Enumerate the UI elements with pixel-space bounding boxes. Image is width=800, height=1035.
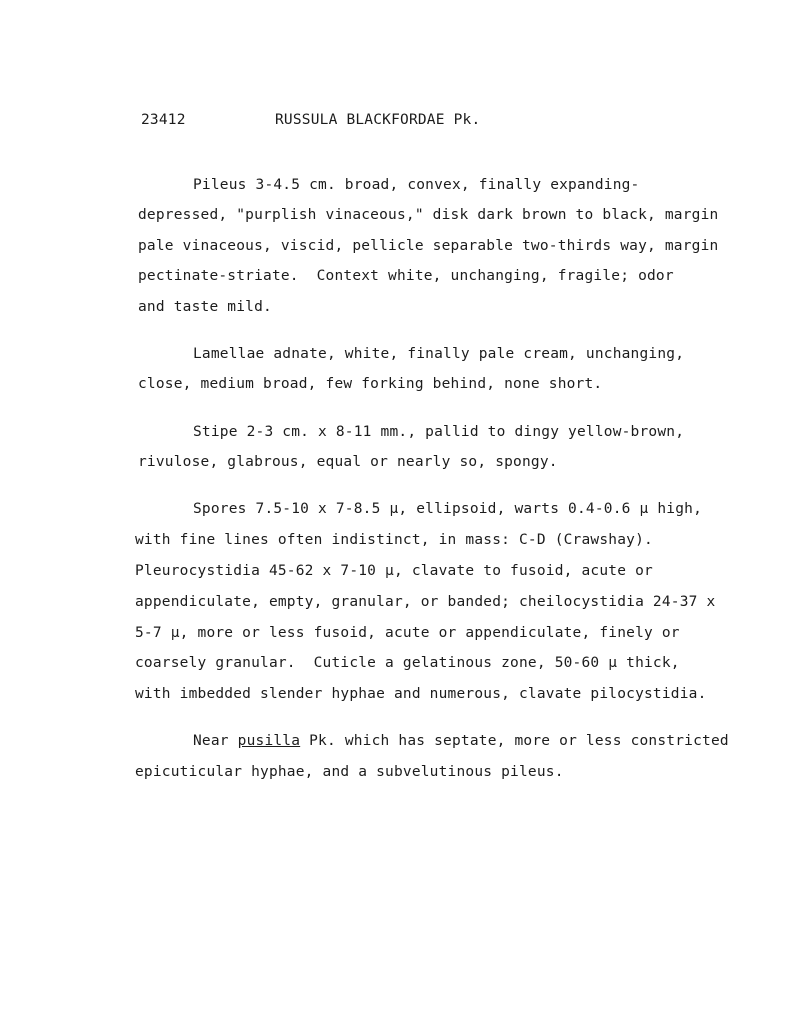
text-line: epicuticular hyphae, and a subvelutinous pileus. <box>135 764 564 780</box>
text-line: appendiculate, empty, granular, or banded; cheilocystidia 24-37 x <box>135 594 716 610</box>
text-line: 5-7 µ, more or less fusoid, acute or appendiculate, finely or <box>135 625 680 641</box>
text-line: pale vinaceous, viscid, pellicle separable two-thirds way, margin <box>138 238 719 254</box>
text-line: close, medium broad, few forking behind, none short. <box>138 376 603 392</box>
text-line: depressed, "purplish vinaceous," disk dark brown to black, margin <box>138 207 719 223</box>
text-line: with imbedded slender hyphae and numerous, clavate pilocystidia. <box>135 686 707 702</box>
text-line: Lamellae adnate, white, finally pale cream, unchanging, <box>193 346 685 362</box>
text-line: and taste mild. <box>138 299 272 315</box>
text-line: Pleurocystidia 45-62 x 7-10 µ, clavate to fusoid, acute or <box>135 563 653 579</box>
text-line: Stipe 2-3 cm. x 8-11 mm., pallid to dingy yellow-brown, <box>193 424 685 440</box>
text-fragment: Pk. which has septate, more or less constricted <box>300 733 729 749</box>
text-fragment: Near <box>193 733 238 749</box>
text-line: coarsely granular. Cuticle a gelatinous zone, 50-60 µ thick, <box>135 655 680 671</box>
text-line: pectinate-striate. Context white, unchanging, fragile; odor <box>138 268 674 284</box>
text-line: rivulose, glabrous, equal or nearly so, spongy. <box>138 454 558 470</box>
text-line: Pileus 3-4.5 cm. broad, convex, finally expanding- <box>193 177 640 193</box>
text-line: with fine lines often indistinct, in mass: C-D (Crawshay). <box>135 532 653 548</box>
underlined-species-name: pusilla <box>237 733 301 749</box>
text-line <box>193 732 729 750</box>
specimen-number: 23412 <box>141 112 186 128</box>
text-line: Spores 7.5-10 x 7-8.5 µ, ellipsoid, warts 0.4-0.6 µ high, <box>193 501 702 517</box>
species-title: RUSSULA BLACKFORDAE Pk. <box>275 112 481 128</box>
